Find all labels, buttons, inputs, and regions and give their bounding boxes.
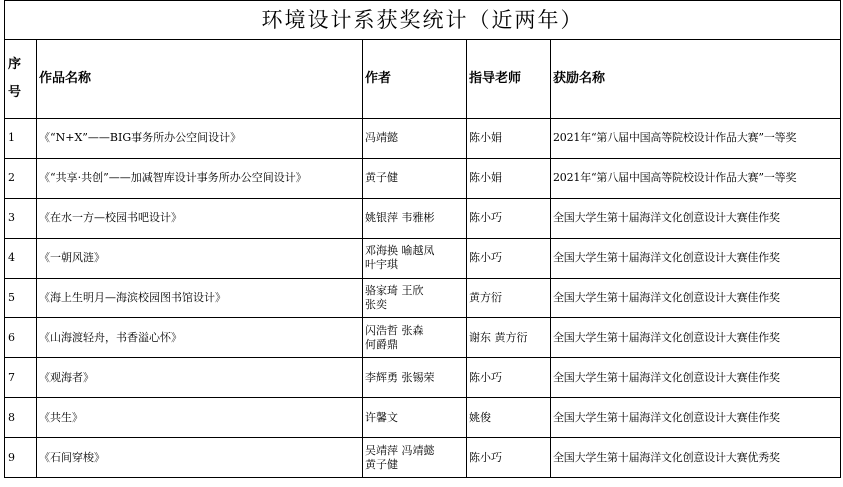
header-row <box>5 40 841 119</box>
cell-work: 《共生》 <box>37 398 363 438</box>
header-author: 作者 <box>363 40 467 119</box>
cell-award: 全国大学生第十届海洋文化创意设计大赛佳作奖 <box>551 238 841 278</box>
cell-work: 《山海渡轻舟，书香溢心怀》 <box>37 318 363 358</box>
header-teacher: 指导老师 <box>467 40 551 119</box>
cell-author <box>363 438 467 478</box>
author-text: 许馨文 <box>365 410 398 424</box>
cell-num: 9 <box>5 438 37 478</box>
header-award: 获励名称 <box>551 40 841 119</box>
cell-teacher <box>467 119 551 159</box>
cell-work: 《“N+X”——BIG事务所办公空间设计》 <box>37 119 363 159</box>
cell-teacher <box>467 198 551 238</box>
author-text: 黄子健 <box>365 171 398 185</box>
cell-award: 全国大学生第十届海洋文化创意设计大赛优秀奖 <box>551 438 841 478</box>
cell-author <box>363 158 467 198</box>
cell-work: 《观海者》 <box>37 358 363 398</box>
teacher-text: 陈小巧 <box>469 450 502 464</box>
cell-teacher <box>467 278 551 318</box>
cell-award: 全国大学生第十届海洋文化创意设计大赛佳作奖 <box>551 318 841 358</box>
table-row <box>5 198 841 238</box>
author-text: 冯靖懿 <box>365 131 398 145</box>
cell-teacher <box>467 158 551 198</box>
teacher-text: 姚俊 <box>469 410 491 424</box>
table-row <box>5 318 841 358</box>
cell-num: 7 <box>5 358 37 398</box>
cell-award: 全国大学生第十届海洋文化创意设计大赛佳作奖 <box>551 398 841 438</box>
teacher-text: 陈小巧 <box>469 211 502 225</box>
cell-work: 《一朝风涟》 <box>37 238 363 278</box>
cell-num: 5 <box>5 278 37 318</box>
table-row <box>5 158 841 198</box>
table-row <box>5 119 841 159</box>
table-row <box>5 438 841 478</box>
cell-author <box>363 358 467 398</box>
author-text: 李辉勇 张锡荣 <box>365 370 435 384</box>
cell-award: 全国大学生第十届海洋文化创意设计大赛佳作奖 <box>551 358 841 398</box>
cell-author <box>363 398 467 438</box>
table-row <box>5 278 841 318</box>
cell-teacher <box>467 438 551 478</box>
teacher-text: 陈小巧 <box>469 370 502 384</box>
table-row <box>5 358 841 398</box>
cell-teacher <box>467 238 551 278</box>
header-num: 序号 <box>5 40 37 119</box>
author-text: 邓海换 喻越凤 叶宇琪 <box>365 244 435 272</box>
cell-award: 2021年“第八届中国高等院校设计作品大赛”一等奖 <box>551 158 841 198</box>
cell-teacher <box>467 318 551 358</box>
cell-num: 1 <box>5 119 37 159</box>
teacher-text: 陈小娟 <box>469 171 502 185</box>
cell-work: 《“共享·共创”——加减智库设计事务所办公空间设计》 <box>37 158 363 198</box>
teacher-text: 谢东 黄方衍 <box>469 330 528 344</box>
awards-table <box>4 0 841 478</box>
teacher-text: 黄方衍 <box>469 290 502 304</box>
cell-teacher <box>467 398 551 438</box>
table-row <box>5 398 841 438</box>
author-text: 吴靖萍 冯靖懿 黄子健 <box>365 443 435 471</box>
cell-award: 2021年“第八届中国高等院校设计作品大赛”一等奖 <box>551 119 841 159</box>
cell-author <box>363 318 467 358</box>
cell-award: 全国大学生第十届海洋文化创意设计大赛佳作奖 <box>551 198 841 238</box>
table-title: 环境设计系获奖统计（近两年） <box>5 1 841 40</box>
teacher-text: 陈小娟 <box>469 131 502 145</box>
teacher-text: 陈小巧 <box>469 251 502 265</box>
cell-num: 8 <box>5 398 37 438</box>
author-text: 闪浩哲 张森 何爵鼎 <box>365 323 424 351</box>
cell-author <box>363 238 467 278</box>
cell-num: 3 <box>5 198 37 238</box>
cell-author <box>363 278 467 318</box>
cell-work: 《石间穿梭》 <box>37 438 363 478</box>
cell-award: 全国大学生第十届海洋文化创意设计大赛佳作奖 <box>551 278 841 318</box>
cell-num: 6 <box>5 318 37 358</box>
table-row <box>5 238 841 278</box>
cell-author <box>363 198 467 238</box>
cell-num: 2 <box>5 158 37 198</box>
cell-work: 《在水一方—校园书吧设计》 <box>37 198 363 238</box>
cell-num: 4 <box>5 238 37 278</box>
cell-author <box>363 119 467 159</box>
header-work: 作品名称 <box>37 40 363 119</box>
cell-teacher <box>467 358 551 398</box>
author-text: 骆家琦 王欣 张奕 <box>365 283 424 311</box>
cell-work: 《海上生明月—海滨校园图书馆设计》 <box>37 278 363 318</box>
author-text: 姚银萍 韦雅彬 <box>365 211 435 225</box>
